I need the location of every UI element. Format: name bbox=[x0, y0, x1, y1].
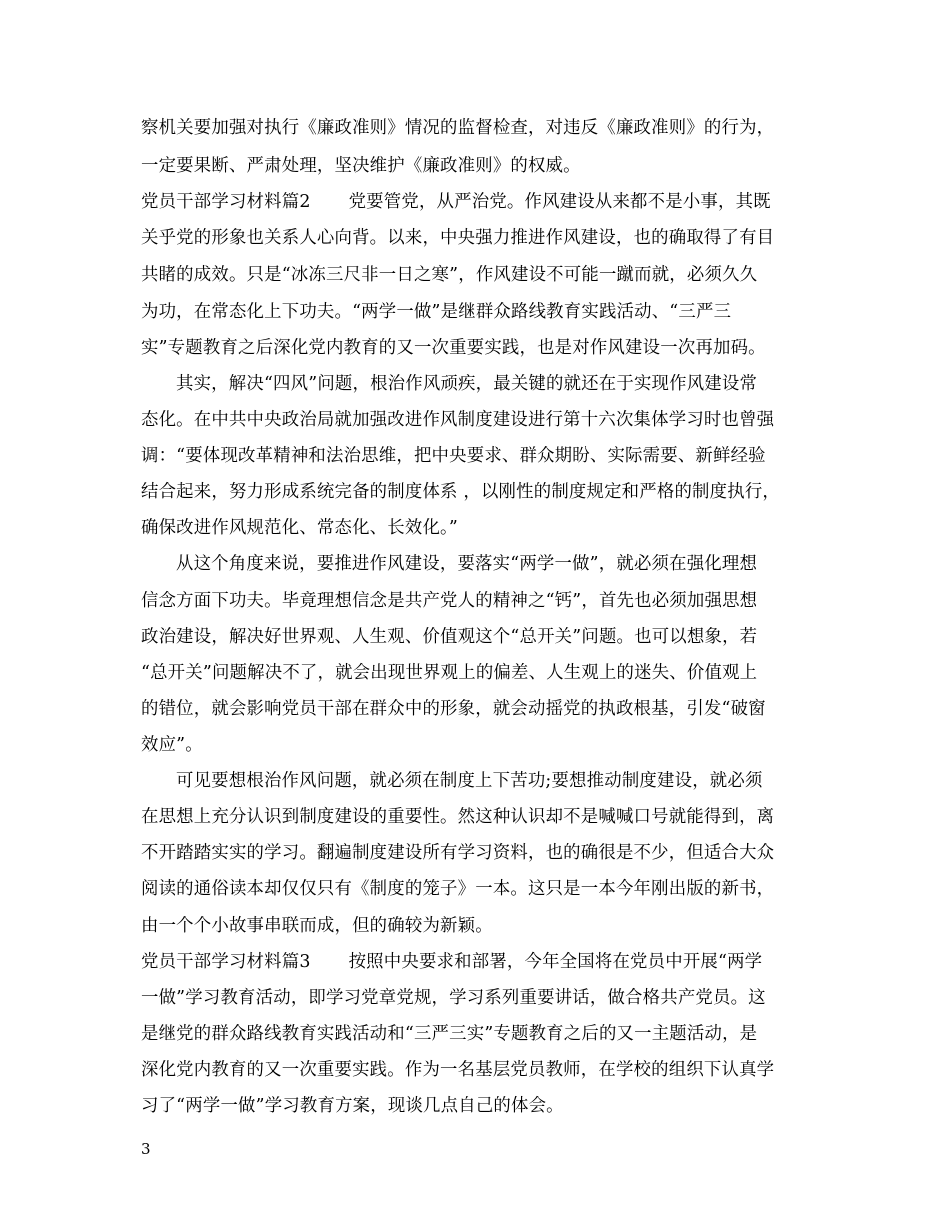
body-line: 信念方面下功夫。毕竟理想信念是共产党人的精神之“钙”，首先也必须加强思想 bbox=[141, 591, 758, 611]
body-line: 深化党内教育的又一次重要实践。作为一名基层党员教师，在学校的组织下认真学 bbox=[141, 1060, 775, 1080]
section-heading-line bbox=[141, 951, 762, 973]
body-text: 按照中央要求和部署，今年全国将在党员中开展“两学 bbox=[348, 952, 763, 972]
section-heading: 党员干部学习材料篇2 bbox=[141, 192, 311, 212]
body-line: 关乎党的形象也关系人心向背。以来，中央强力推进作风建设，也的确取得了有目 bbox=[141, 228, 775, 248]
body-line: 共睹的成效。只是“冰冻三尺非一日之寒”，作风建设不可能一蹴而就，必须久久 bbox=[141, 265, 758, 285]
body-line: 实”专题教育之后深化党内教育的又一次重要实践，也是对作风建设一次再加码。 bbox=[141, 338, 766, 358]
body-line: 结合起来，努力形成系统完备的制度体系 ，以刚性的制度规定和严格的制度执行， bbox=[141, 482, 780, 502]
page-number: 3 bbox=[141, 1140, 151, 1158]
body-line: 由一个个小故事串联而成，但的确较为新颖。 bbox=[141, 916, 493, 936]
paragraph-first-line: 可见要想根治作风问题，就必须在制度上下苦功;要想推动制度建设，就必须 bbox=[176, 771, 763, 791]
body-line: 阅读的通俗读本却仅仅只有《制度的笼子》一本。这只是一本今年刚出版的新书， bbox=[141, 879, 775, 899]
body-line: 效应”。 bbox=[141, 735, 203, 755]
body-line: “总开关”问题解决不了，就会出现世界观上的偏差、人生观上的迷失、价值观上 bbox=[141, 663, 758, 683]
section-heading-line bbox=[141, 191, 771, 213]
body-line: 态化。在中共中央政治局就加强改进作风制度建设进行第十六次集体学习时也曾强 bbox=[141, 410, 775, 430]
body-line: 调：“要体现改革精神和法治思维，把中央要求、群众期盼、实际需要、新鲜经验 bbox=[141, 446, 766, 466]
body-line: 确保改进作风规范化、常态化、长效化。” bbox=[141, 518, 459, 538]
body-line: 一定要果断、严肃处理，坚决维护《廉政准则》的权威。 bbox=[141, 156, 581, 176]
body-line: 察机关要加强对执行《廉政准则》情况的监督检查，对违反《廉政准则》的行为， bbox=[141, 118, 775, 138]
body-line: 不开踏踏实实的学习。翻遍制度建设所有学习资料，也的确很是不少，但适合大众 bbox=[141, 843, 775, 863]
section-heading: 党员干部学习材料篇3 bbox=[141, 952, 311, 972]
body-line: 在思想上充分认识到制度建设的重要性。然这种认识却不是喊喊口号就能得到，离 bbox=[141, 807, 775, 827]
body-line: 为功，在常态化上下功夫。“两学一做”是继群众路线教育实践活动、“三严三 bbox=[141, 302, 732, 322]
paragraph-first-line: 其实，解决“四风”问题，根治作风顽疾，最关键的就还在于实现作风建设常 bbox=[176, 374, 758, 394]
body-line: 的错位，就会影响党员干部在群众中的形象，就会动摇党的执政根基，引发“破窗 bbox=[141, 699, 766, 719]
body-line: 习了“两学一做”学习教育方案，现谈几点自己的体会。 bbox=[141, 1096, 564, 1116]
body-line: 是继党的群众路线教育实践活动和“三严三实”专题教育之后的又一主题活动，是 bbox=[141, 1024, 758, 1044]
body-line: 政治建设，解决好世界观、人生观、价值观这个“总开关”问题。也可以想象，若 bbox=[141, 627, 758, 647]
body-text: 党要管党，从严治党。作风建设从来都不是小事，其既 bbox=[348, 192, 771, 212]
paragraph-first-line: 从这个角度来说，要推进作风建设，要落实“两学一做”，就必须在强化理想 bbox=[176, 554, 758, 574]
body-line: 一做”学习教育活动，即学习党章党规，学习系列重要讲话，做合格共产党员。这 bbox=[141, 988, 766, 1008]
